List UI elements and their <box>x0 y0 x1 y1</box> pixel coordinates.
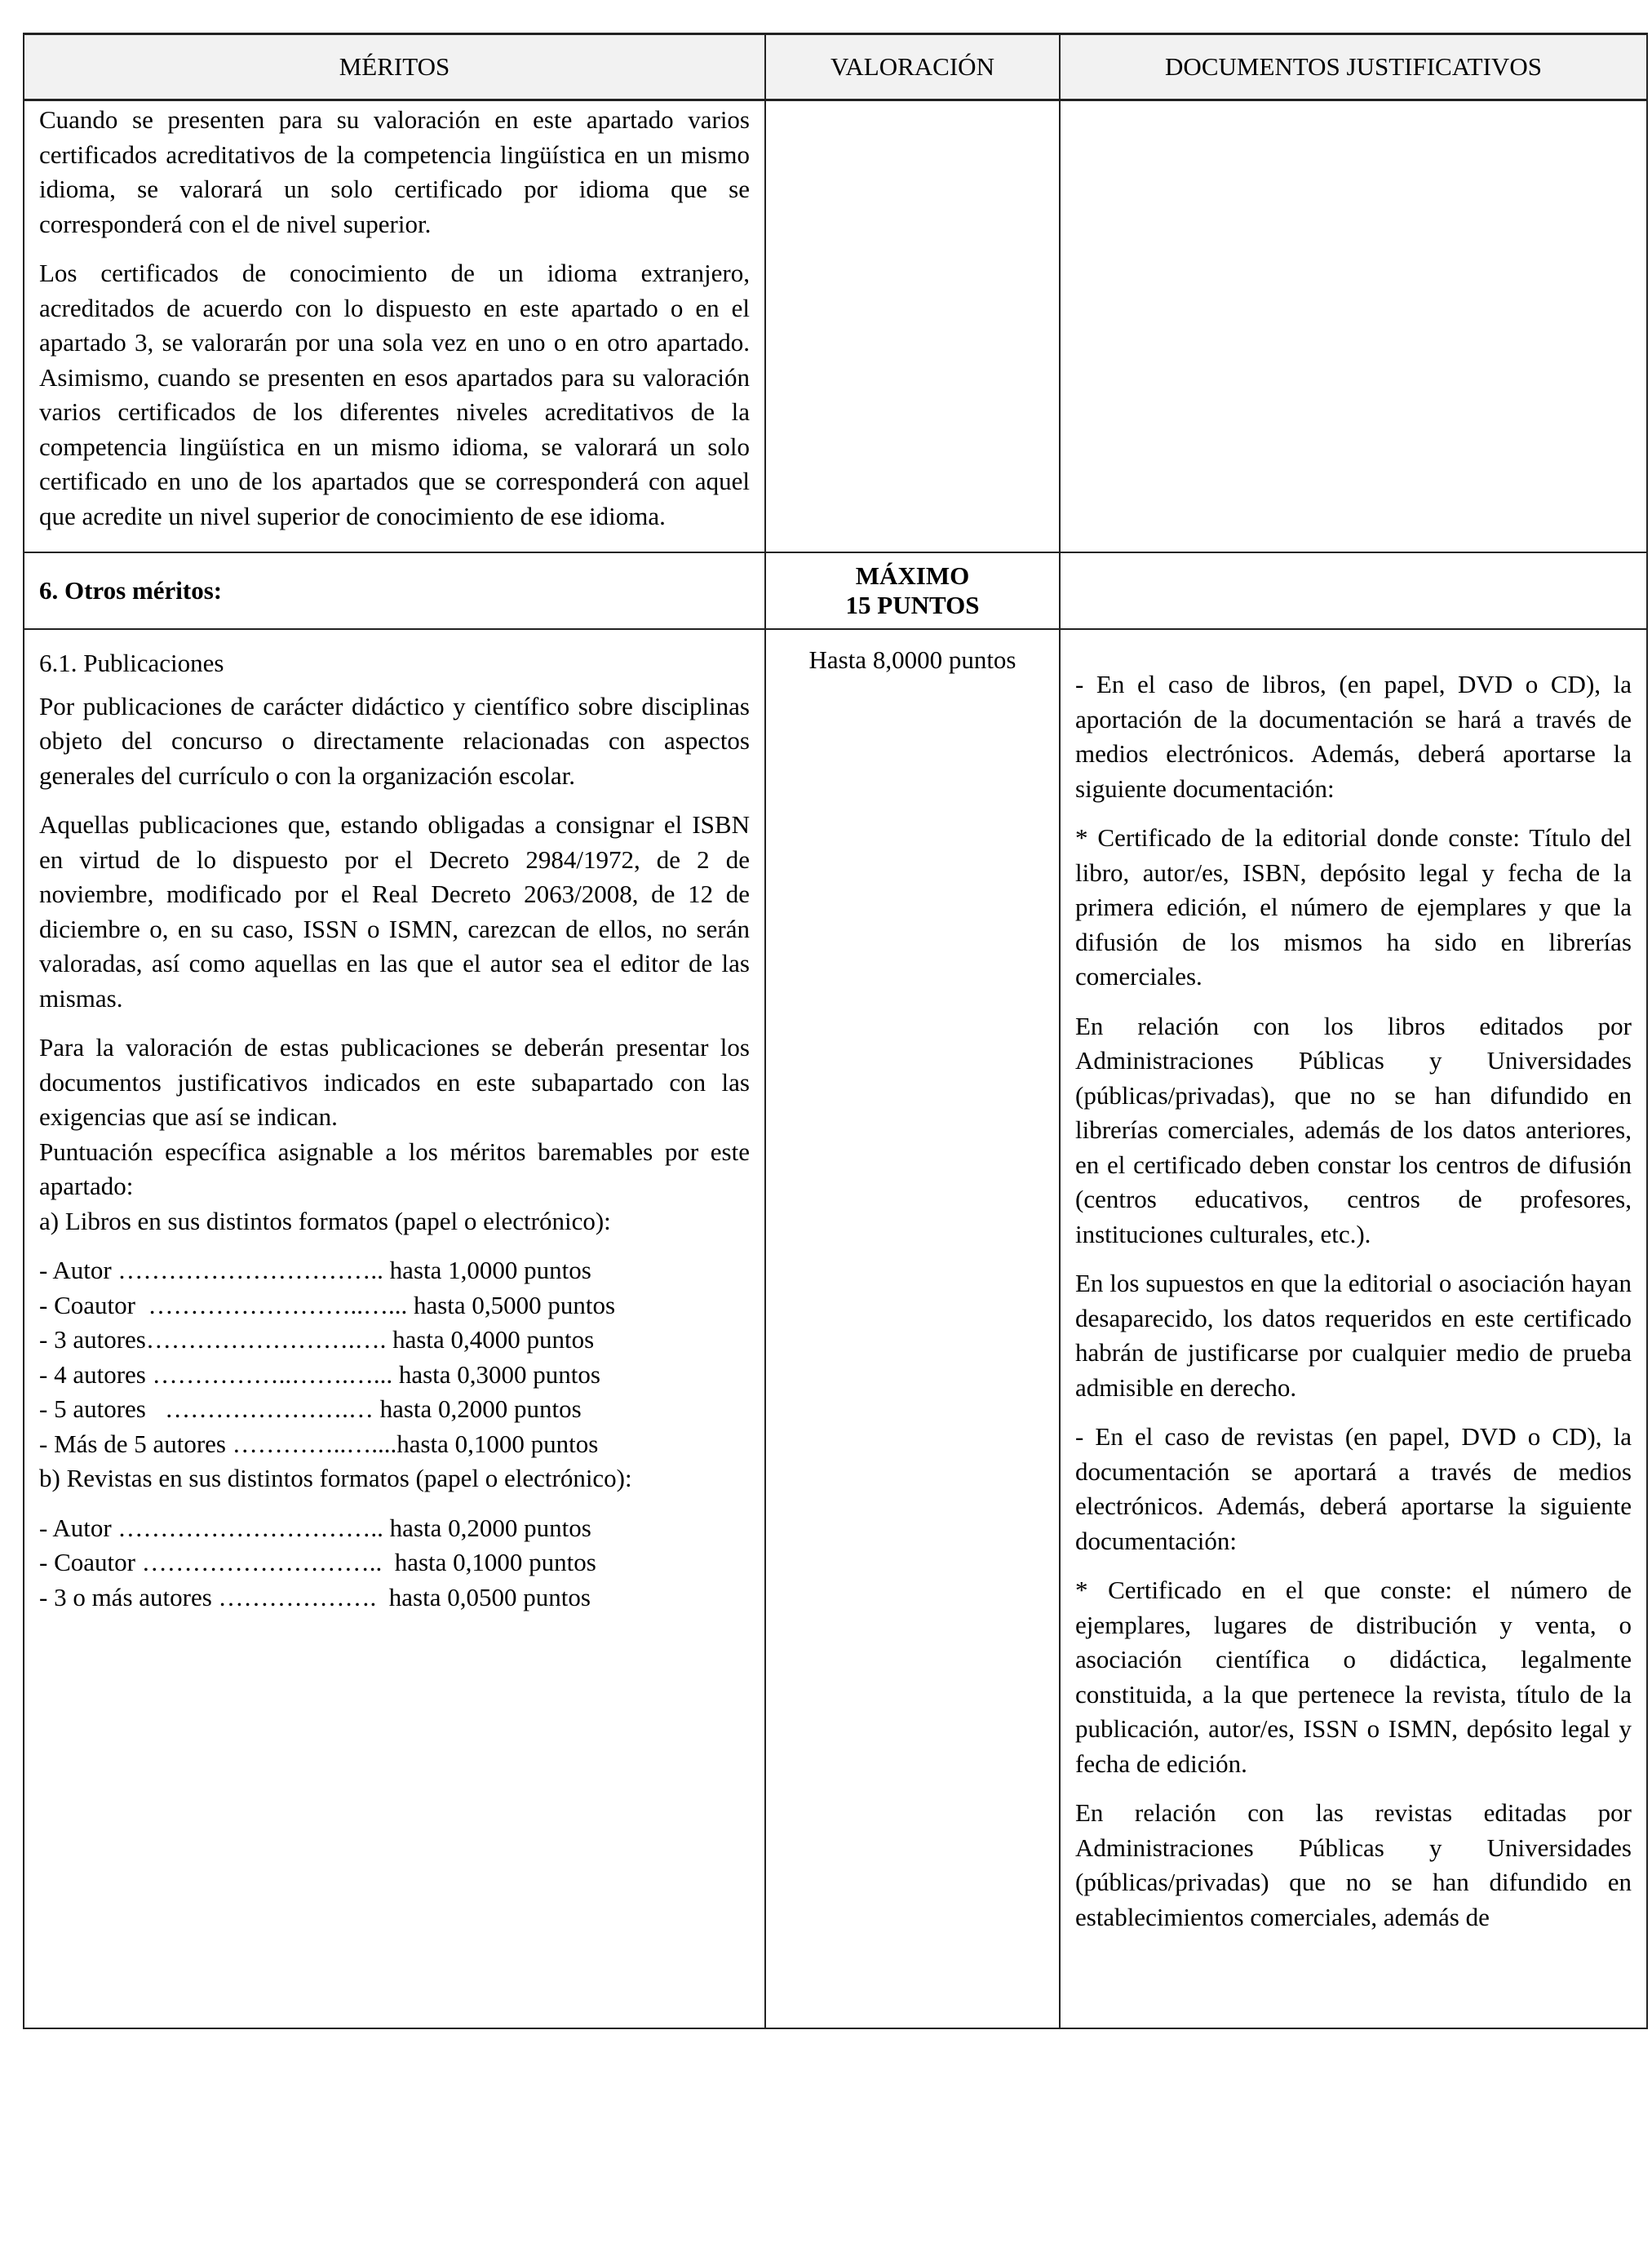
paragraph: * Certificado en el que conste: el número de ejemplares, lugares de distribución y venta, o asociación científica o didáctica, legalmente constituida, a la que pertenece la revista, título de la publicación, autor/es, ISSN o ISMN, depósito legal y fecha de edición. <box>1075 1576 1632 1778</box>
documentos-cell <box>1060 100 1647 553</box>
points-line: - 3 autores…………………….…. hasta 0,4000 puntos <box>39 1325 595 1354</box>
valoracion-cell <box>765 100 1060 553</box>
points-line: - Autor ………………………….. hasta 1,0000 puntos <box>39 1256 591 1284</box>
table-header-row <box>24 34 1647 100</box>
paragraph: Los certificados de conocimiento de un idioma extranjero, acreditados de acuerdo con lo dispuesto en este apartado o en el apartado 3, se valorarán por una sola vez en uno o en otro apartado. Asimismo, cuando se presenten en esos apartados para su valoración varios certificados de los diferentes niveles acreditativos de la competencia lingüística en un mismo idioma, se valorará un solo certificado en uno de los apartados que se corresponderá con aquel que acredite un nivel superior de conocimiento de ese idioma. <box>39 259 750 530</box>
meritos-cell <box>24 100 765 553</box>
section-title: 6. Otros méritos: <box>24 552 765 629</box>
valoracion-cell <box>765 552 1060 629</box>
paragraph: Aquellas publicaciones que, estando obligadas a consignar el ISBN en virtud de lo dispuesto por el Decreto 2984/1972, de 2 de noviembre, modificado por el Real Decreto 2063/2008, de 12 de diciembre o, en su caso, ISSN o ISMN, carezcan de ellos, no serán valoradas, así como aquellas en las que el autor sea el editor de las mismas. <box>39 810 750 1013</box>
header-valoracion: VALORACIÓN <box>765 34 1060 100</box>
documentos-cell <box>1060 552 1647 629</box>
points-line: - 3 o más autores ………………. hasta 0,0500 puntos <box>39 1582 591 1611</box>
revistas-heading: b) Revistas en sus distintos formatos (papel o electrónico): <box>39 1464 632 1492</box>
points-line: - Autor ………………………….. hasta 0,2000 puntos <box>39 1513 591 1542</box>
meritos-cell <box>24 629 765 2028</box>
paragraph: Cuando se presenten para su valoración en este apartado varios certificados acreditativos de la competencia lingüística en un mismo idioma, se valorará un solo certificado por idioma que se corresponderá con el de nivel superior. <box>39 105 750 238</box>
subsection-title: 6.1. Publicaciones <box>39 649 224 677</box>
table-row <box>24 629 1647 2028</box>
documentos-cell <box>1060 629 1647 2028</box>
points-line: - Más de 5 autores …………..…....hasta 0,1000 puntos <box>39 1429 599 1458</box>
points-line: - 4 autores ……………..…….…... hasta 0,3000 puntos <box>39 1359 600 1389</box>
table-row <box>24 100 1647 553</box>
paragraph: En los supuestos en que la editorial o asociación hayan desaparecido, los datos requeridos en este certificado habrán de justificarse por cualquier medio de prueba admisible en derecho. <box>1075 1269 1632 1402</box>
paragraph: * Certificado de la editorial donde conste: Título del libro, autor/es, ISBN, depósito legal y fecha de la primera edición, el número de ejemplares y que la difusión de los mismos ha sido en librerías comerciales. <box>1075 823 1632 991</box>
libros-heading: a) Libros en sus distintos formatos (papel o electrónico): <box>39 1206 611 1235</box>
paragraph: - En el caso de revistas (en papel, DVD o CD), la documentación se aportará a través de medios electrónicos. Además, deberá aportarse la siguiente documentación: <box>1075 1422 1632 1555</box>
paragraph: - En el caso de libros, (en papel, DVD o CD), la aportación de la documentación se hará a través de medios electrónicos. Además, deberá aportarse la siguiente documentación: <box>1075 670 1632 803</box>
merits-table <box>23 33 1648 2029</box>
paragraph: Para la valoración de estas publicaciones se deberán presentar los documentos justificativos indicados en este subapartado con las exigencias que así se indican. <box>39 1033 750 1131</box>
points-line: - Coautor ……………………..…... hasta 0,5000 puntos <box>39 1290 616 1319</box>
points-line: - Coautor ……………………….. hasta 0,1000 puntos <box>39 1548 596 1576</box>
header-documentos: DOCUMENTOS JUSTIFICATIVOS <box>1060 34 1647 100</box>
points-line: - 5 autores ………………….… hasta 0,2000 puntos <box>39 1394 582 1423</box>
paragraph: Puntuación específica asignable a los méritos baremables por este apartado: <box>39 1137 750 1200</box>
max-label: MÁXIMO <box>855 561 970 590</box>
paragraph: En relación con los libros editados por Administraciones Públicas y Universidades (públicas/privadas), que no se han difundido en librerías comerciales, además de los datos anteriores, en el certificado deben constar los centros de difusión (centros educativos, centros de profesores, instituciones culturales, etc.). <box>1075 1011 1632 1248</box>
header-meritos: MÉRITOS <box>24 34 765 100</box>
table-row <box>24 552 1647 629</box>
max-points: 15 PUNTOS <box>845 591 980 619</box>
paragraph: En relación con las revistas editadas por Administraciones Públicas y Universidades (públicas/privadas) que no se han difundido en establecimientos comerciales, además de <box>1075 1798 1632 1931</box>
valoracion-cell: Hasta 8,0000 puntos <box>765 629 1060 2028</box>
paragraph: Por publicaciones de carácter didáctico y científico sobre disciplinas objeto del concurso o directamente relacionadas con aspectos generales del currículo o con la organización escolar. <box>39 691 750 790</box>
